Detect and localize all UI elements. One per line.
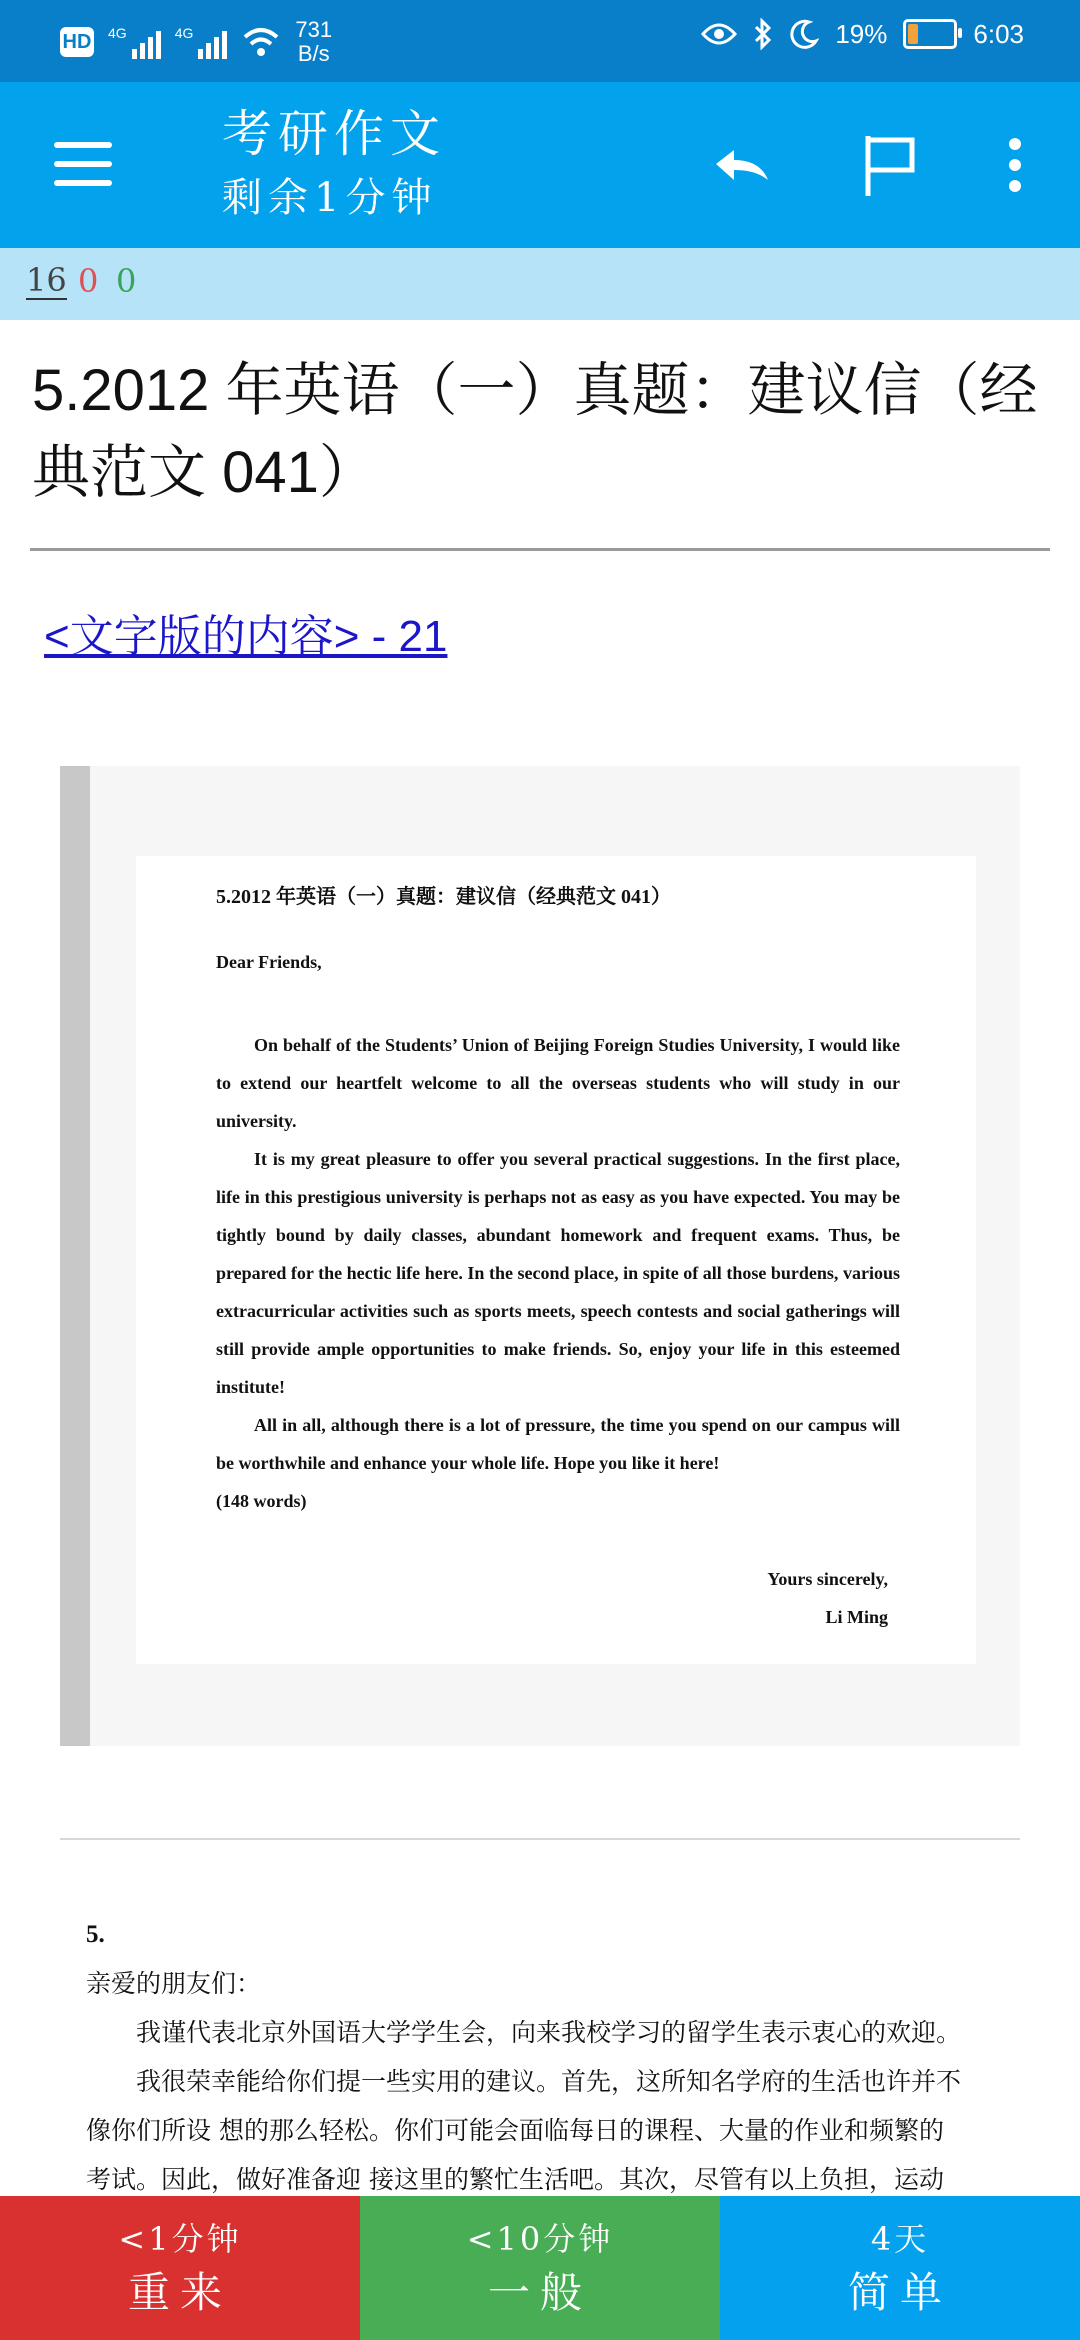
good-button[interactable] [360, 2196, 720, 2340]
clock: 6:03 [973, 18, 1024, 49]
network-type-1: 4G [108, 25, 127, 41]
divider [60, 1838, 1020, 1840]
menu-icon[interactable] [54, 142, 112, 186]
essay-body [216, 1026, 900, 1520]
wifi-icon [241, 25, 281, 59]
app-bar [0, 82, 1080, 248]
flag-icon[interactable] [856, 130, 926, 200]
signal-icon-1 [108, 25, 161, 59]
good-interval: <10分钟 [466, 2220, 614, 2258]
hd-label: HD [62, 30, 92, 53]
image-side-bar [60, 766, 90, 1746]
signal-icon-2 [175, 25, 228, 59]
status-bar [0, 0, 1080, 82]
status-right [701, 18, 1024, 50]
network-speed [295, 18, 332, 66]
essay-paragraph: It is my great pleasure to offer you several practical suggestions. In the first place, life in this prestigious university is perhaps not as easy as you have expected. You may be tightly bound by daily classes, abundant homework and frequent exams. Thus, be prepared for the hectic life here. In the second place, in spite of all those burdens, various extracurricular activities such as sports meets, speech contests and social gatherings will still provide ample opportunities to make friends. So, enjoy your life in this esteemed institute! [216, 1149, 900, 1397]
essay-word-count: (148 words) [216, 1491, 307, 1511]
essay-title: 5.2012 年英语（一）真题：建议信（经典范文 041） [216, 886, 671, 908]
essay-page [136, 856, 976, 1664]
essay-signature: Li Ming [825, 1607, 888, 1627]
moon-icon [789, 19, 819, 49]
time-remaining: 剩余1分钟 [222, 175, 438, 221]
essay-closing: Yours sincerely, [767, 1569, 888, 1589]
easy-label: 简单 [847, 2268, 952, 2317]
battery-icon [903, 19, 957, 49]
more-vert-icon[interactable] [980, 130, 1050, 200]
again-button[interactable] [0, 2196, 360, 2340]
text-version-link[interactable]: <文字版的内容> - 21 [44, 612, 448, 661]
app-title: 考研作文 [222, 105, 446, 163]
essay-paragraph: On behalf of the Students’ Union of Beijing Foreign Studies University, I would like to extend our heartfelt welcome to all the overseas students who will study in our university. [216, 1035, 900, 1131]
essay-greeting: Dear Friends, [216, 952, 322, 972]
bluetooth-icon [753, 18, 773, 50]
easy-button[interactable] [720, 2196, 1080, 2340]
essay-image [60, 766, 1020, 1746]
translation-paragraph: 我谨代表北京外国语大学学生会，向来我校学习的留学生表示衷心的欢迎。 [136, 2018, 962, 2047]
network-type-2: 4G [174, 25, 194, 41]
speed-unit: B/s [297, 41, 330, 66]
again-interval: <1分钟 [118, 2220, 242, 2258]
title-block [222, 100, 446, 228]
good-label: 一般 [487, 2268, 592, 2317]
review-counter-bar [0, 248, 1080, 320]
essay-paragraph: All in all, although there is a lot of pressure, the time you spend on our campus will be worthwhile and enhance your whole life. Hope you like it here! [216, 1415, 900, 1473]
eye-icon [701, 22, 737, 46]
translation-paragraph: 我很荣幸能给你们提一些实用的建议。首先，这所知名学府的生活也许并不像你们所设 想的那么轻松。你们可能会面临每日的课程、大量的作业和频繁的考试。因此，做好准备迎 接这里的繁忙生活吧。其次，尽管有以上负担，运动 [86, 2067, 962, 2194]
answer-buttons [0, 2196, 1080, 2340]
translation-number: 5. [86, 1921, 105, 1948]
easy-interval: 4天 [870, 2220, 930, 2258]
essay-signoff [767, 1560, 888, 1636]
count-wrong: 0 [78, 262, 99, 300]
undo-icon[interactable] [706, 130, 776, 200]
battery-percent: 19% [835, 18, 888, 49]
again-label: 重来 [127, 2268, 232, 2317]
card-heading: 5.2012 年英语（一）真题：建议信（经典范文 041） [32, 358, 1038, 505]
speed-value: 731 [295, 17, 333, 42]
translation-greeting: 亲爱的朋友们： [86, 1969, 262, 1998]
count-review: 16 [26, 261, 67, 299]
hd-voice-icon [60, 27, 94, 57]
translation-text [86, 1910, 966, 2204]
count-new: 0 [116, 262, 137, 300]
divider [30, 548, 1050, 551]
status-left [60, 18, 332, 66]
